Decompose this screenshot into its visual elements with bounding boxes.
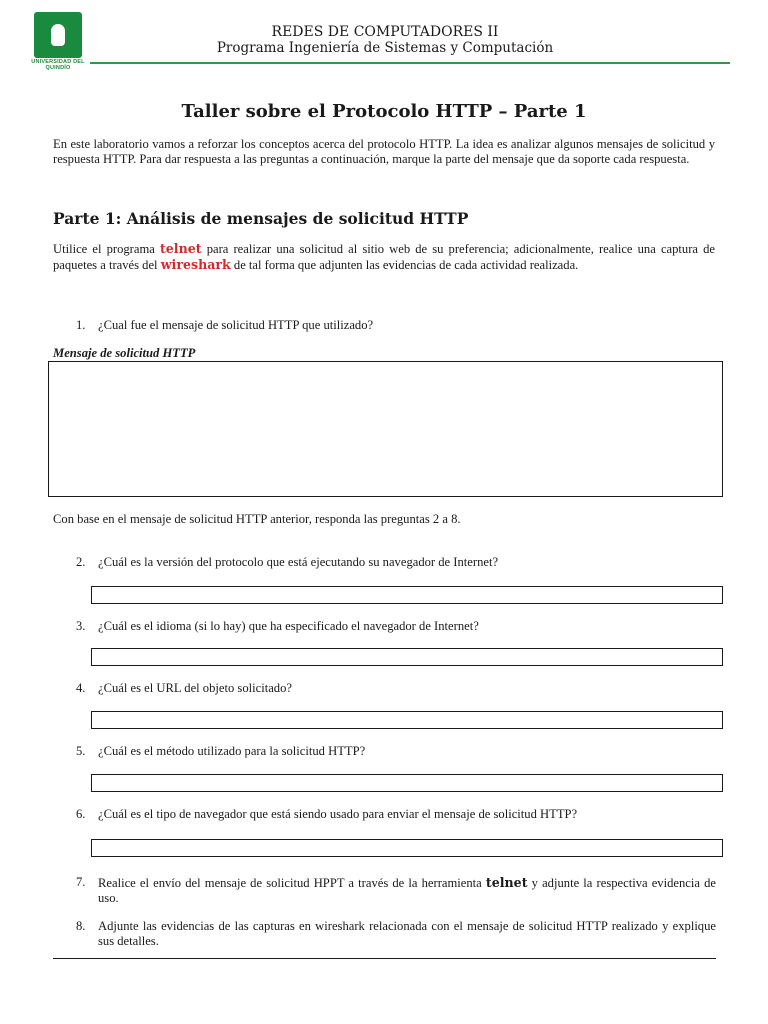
page-title: Taller sobre el Protocolo HTTP – Parte 1 <box>181 101 587 122</box>
question-text: ¿Cuál es la versión del protocolo que está ejecutando su navegador de Internet? <box>98 555 499 569</box>
question-7 <box>76 875 716 906</box>
question-number: 5. <box>76 744 86 758</box>
instructions-text-3: de tal forma que adjunten las evidencias de cada actividad realizada. <box>230 258 579 272</box>
answer-box-5[interactable] <box>91 774 723 792</box>
question-number: 4. <box>76 681 86 695</box>
question-text: ¿Cuál es el método utilizado para la solicitud HTTP? <box>98 744 366 758</box>
message-label: Mensaje de solicitud HTTP <box>53 346 196 360</box>
intro-paragraph: En este laboratorio vamos a reforzar los conceptos acerca del protocolo HTTP. La idea es analizar algunos mensajes de solicitud y respuesta HTTP. Para dar respuesta a las preguntas a continuación, marque la parte del mensaje que da soporte cada respuesta. <box>53 137 715 166</box>
question-7-text-2: y adjunte la respectiva evidencia de uso. <box>98 876 716 905</box>
question-number: 3. <box>76 619 86 633</box>
header-course: REDES DE COMPUTADORES II <box>271 24 499 40</box>
question-text: ¿Cuál es el idioma (si lo hay) que ha especificado el navegador de Internet? <box>98 619 479 633</box>
question-text: ¿Cuál es el tipo de navegador que está siendo usado para enviar el mensaje de solicitud HTTP? <box>98 807 578 821</box>
message-answer-box[interactable] <box>48 361 723 497</box>
question-6 <box>76 807 716 822</box>
instructions-paragraph <box>53 241 715 273</box>
university-logo <box>24 12 92 72</box>
question-8 <box>76 919 716 949</box>
answer-box-3[interactable] <box>91 648 723 666</box>
answer-box-6[interactable] <box>91 839 723 857</box>
question-7-text-1: Realice el envío del mensaje de solicitud HPPT a través de la herramienta <box>98 876 486 890</box>
logo-text: UNIVERSIDAD DEL QUINDÍO <box>31 59 85 71</box>
instructions-text-2: para realizar una solicitud al sitio web de su preferencia; adicionalmente, realice una captura de paquetes a través del <box>53 242 715 272</box>
question-number: 6. <box>76 807 86 821</box>
question-4 <box>76 681 716 696</box>
question-text: ¿Cuál es el URL del objeto solicitado? <box>98 681 292 695</box>
question-1 <box>76 318 716 333</box>
question-text <box>98 875 716 906</box>
instructions-text-1: Utilice el programa <box>53 242 160 256</box>
answer-box-4[interactable] <box>91 711 723 729</box>
question-5 <box>76 744 716 759</box>
question-number: 7. <box>76 875 86 889</box>
tool-wireshark: wireshark <box>160 257 231 272</box>
footer-divider <box>53 958 716 959</box>
based-on-instruction: Con base en el mensaje de solicitud HTTP anterior, responda las preguntas 2 a 8. <box>53 512 461 526</box>
question-text: ¿Cual fue el mensaje de solicitud HTTP que utilizado? <box>98 318 374 332</box>
question-2 <box>76 555 716 570</box>
tool-telnet: telnet <box>159 241 202 256</box>
header-program: Programa Ingeniería de Sistemas y Computación <box>216 40 554 56</box>
tool-telnet: telnet <box>485 875 528 890</box>
question-number: 8. <box>76 919 86 933</box>
section-title: Parte 1: Análisis de mensajes de solicitud HTTP <box>53 209 469 228</box>
answer-box-2[interactable] <box>91 586 723 604</box>
question-text: Adjunte las evidencias de las capturas en wireshark relacionada con el mensaje de solicitud HTTP realizado y explique sus detalles. <box>98 919 716 948</box>
header-divider <box>90 62 730 64</box>
question-3 <box>76 619 716 634</box>
university-emblem-icon <box>34 12 82 58</box>
question-number: 1. <box>76 318 86 332</box>
question-number: 2. <box>76 555 86 569</box>
